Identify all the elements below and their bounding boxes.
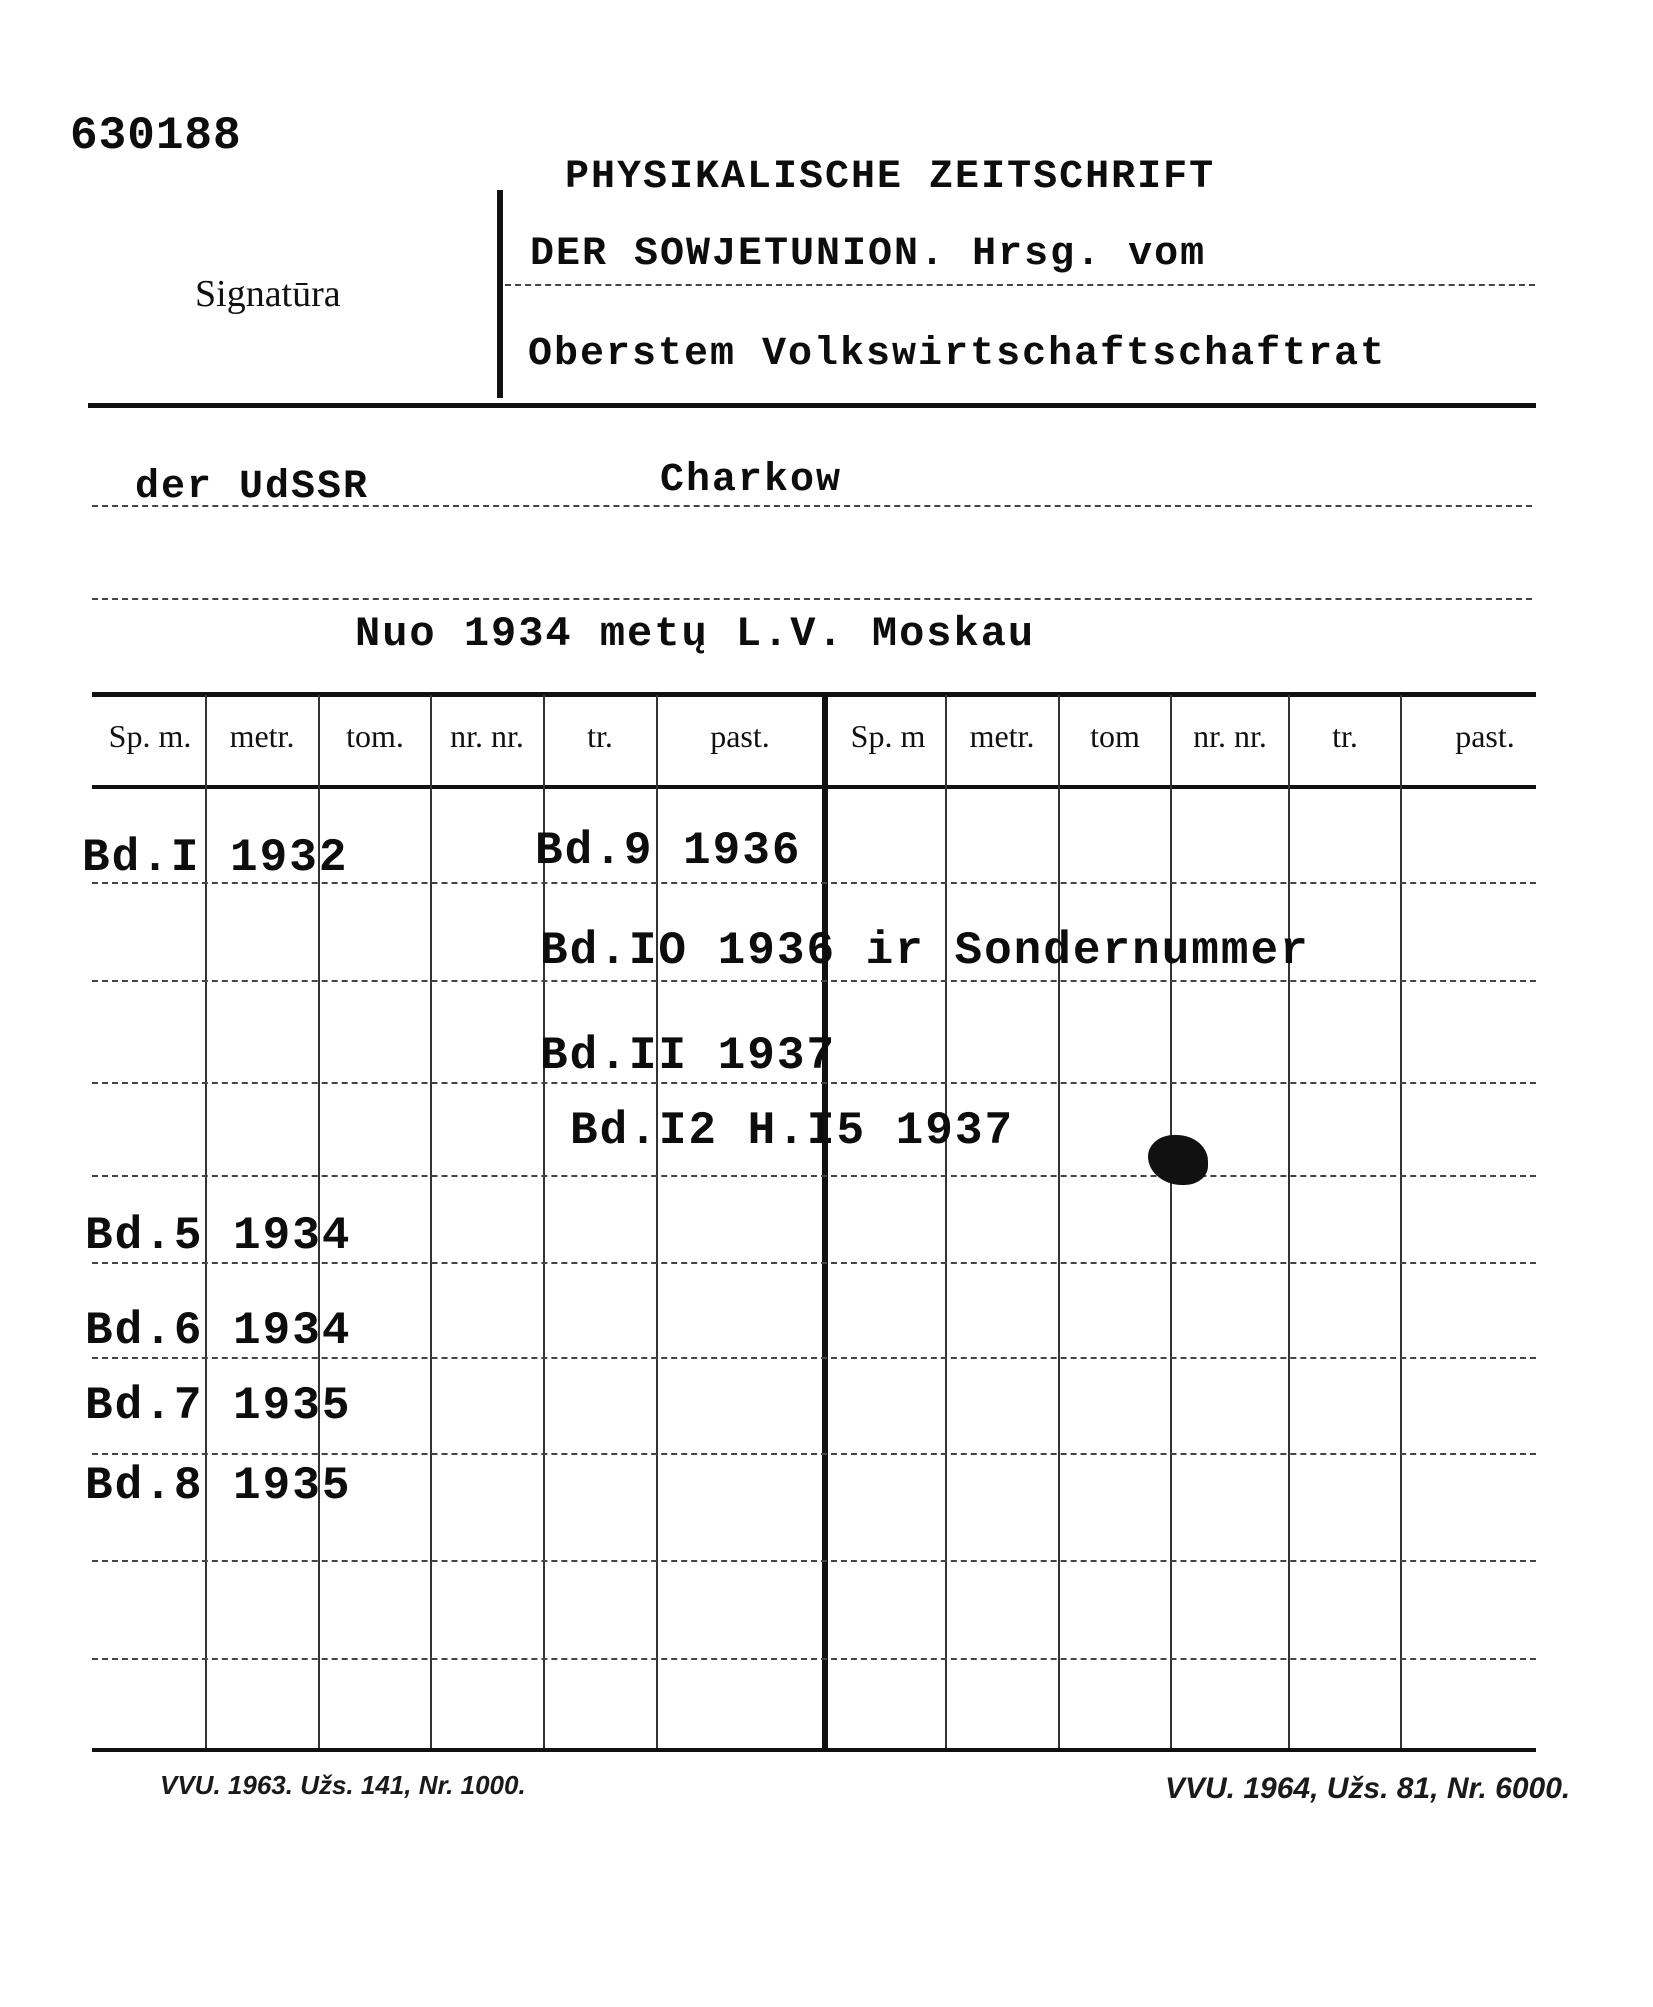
- col-line: [430, 695, 432, 1750]
- title-line-1: PHYSIKALISCHE ZEITSCHRIFT: [565, 155, 1216, 200]
- entry-vol-9: Bd.9 1936: [535, 825, 802, 877]
- header-nrnr-right: nr. nr.: [1193, 718, 1267, 754]
- header-sp-m-left: Sp. m.: [108, 718, 192, 754]
- line-rule-2: [92, 505, 1532, 507]
- entry-vol-1: Bd.I 1932: [82, 832, 349, 884]
- col-line: [1288, 695, 1290, 1750]
- ink-blot: [1148, 1135, 1208, 1185]
- col-line: [1058, 695, 1060, 1750]
- header-past-left: past.: [710, 718, 770, 754]
- entry-vol-7: Bd.7 1935: [85, 1380, 352, 1432]
- row-rule: [92, 1453, 1536, 1455]
- col-line: [1400, 695, 1402, 1750]
- inventory-number: 630188: [70, 110, 242, 162]
- title-line-2: DER SOWJETUNION. Hrsg. vom: [530, 232, 1207, 277]
- table-header-rule: [92, 785, 1536, 789]
- header-sp-m-right: Sp. m: [850, 718, 926, 754]
- title-rule-1: [505, 284, 1535, 286]
- row-rule: [92, 1262, 1536, 1264]
- header-tr-left: tr.: [587, 718, 613, 754]
- header-metr-left: metr.: [229, 718, 295, 754]
- header-past-right: past.: [1455, 718, 1515, 754]
- entry-vol-12: Bd.I2 H.I5 1937: [570, 1105, 1015, 1157]
- entry-vol-5: Bd.5 1934: [85, 1210, 352, 1262]
- line-rule-3: [92, 598, 1532, 600]
- header-tom-left: tom.: [346, 718, 404, 754]
- footer-note-right: VVU. 1964, Užs. 81, Nr. 6000.: [1165, 1772, 1571, 1805]
- row-rule: [92, 1175, 1536, 1177]
- place-name: Charkow: [660, 458, 843, 503]
- publisher-line: der UdSSR: [135, 465, 370, 510]
- header-divider: [497, 190, 503, 398]
- header-tr-right: tr.: [1332, 718, 1358, 754]
- header-tom-right: tom: [1090, 718, 1140, 754]
- header-rule: [88, 403, 1536, 408]
- row-rule: [92, 1357, 1536, 1359]
- row-rule: [92, 1082, 1536, 1084]
- acquisition-line: Nuo 1934 metų L.V. Moskau: [355, 610, 1036, 658]
- title-line-3: Oberstem Volkswirtschaftschaftrat: [528, 332, 1387, 377]
- row-rule: [92, 1658, 1536, 1660]
- col-line: [945, 695, 947, 1750]
- col-line: [1170, 695, 1172, 1750]
- center-divider: [822, 695, 828, 1750]
- entry-vol-6: Bd.6 1934: [85, 1305, 352, 1357]
- row-rule: [92, 980, 1536, 982]
- signature-label: Signatūra: [195, 273, 341, 315]
- header-nrnr-left: nr. nr.: [450, 718, 524, 754]
- header-metr-right: metr.: [969, 718, 1035, 754]
- row-rule: [92, 1560, 1536, 1562]
- footer-note-left: VVU. 1963. Užs. 141, Nr. 1000.: [160, 1770, 526, 1800]
- table-bottom-rule: [92, 1748, 1536, 1752]
- table-top-rule: [92, 692, 1536, 697]
- entry-vol-8: Bd.8 1935: [85, 1460, 352, 1512]
- entry-vol-10: Bd.IO 1936 ir Sondernummer: [540, 925, 1310, 977]
- entry-vol-11: Bd.II 1937: [540, 1030, 837, 1082]
